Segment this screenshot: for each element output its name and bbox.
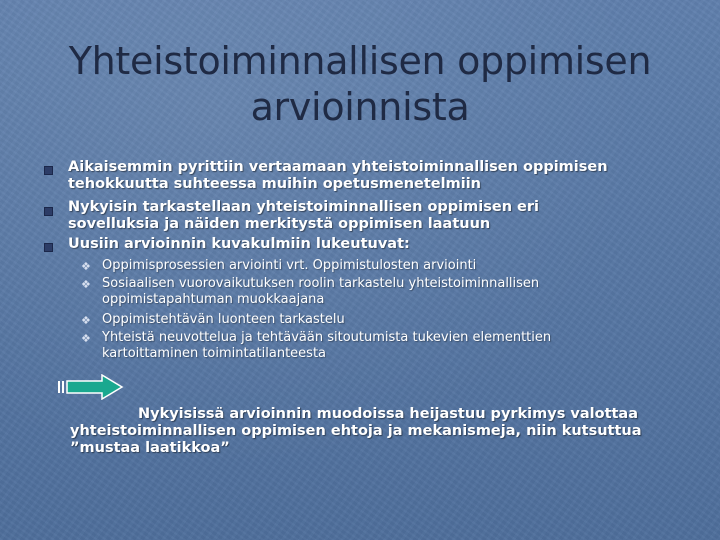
bullet-1 — [68, 159, 688, 193]
slide-title — [40, 38, 680, 130]
sub-bullet-3-line1: Oppimistehtävän luonteen tarkastelu — [102, 312, 345, 327]
square-bullet-icon — [44, 207, 53, 216]
sub-bullet-4-line2: kartoittaminen toimintatilanteesta — [102, 346, 327, 361]
bullet-1-line1: Aikaisemmin pyrittiin vertaamaan yhteistoiminnallisen oppimisen — [68, 159, 608, 175]
slide-title-line1: Yhteistoiminnallisen oppimisen — [68, 39, 652, 83]
bullet-1-line2: tehokkuutta suhteessa muihin opetusmenetelmiin — [68, 176, 481, 192]
sub-bullet-3 — [102, 312, 682, 328]
square-bullet-icon — [44, 166, 53, 175]
bullet-2-line2: sovelluksia ja näiden merkitystä oppimisen laatuun — [68, 216, 491, 232]
bullet-2 — [68, 199, 688, 233]
diamond-bullet-icon: ❖ — [81, 314, 91, 327]
sub-bullet-2-line1: Sosiaalisen vuorovaikutuksen roolin tarkastelu yhteistoiminnallisen — [102, 276, 540, 291]
bullet-2-line1: Nykyisin tarkastellaan yhteistoiminnallisen oppimisen eri — [68, 199, 540, 215]
sub-bullet-2 — [102, 276, 682, 308]
square-bullet-icon — [44, 243, 53, 252]
sub-bullet-4 — [102, 330, 682, 362]
diamond-bullet-icon: ❖ — [81, 260, 91, 273]
diamond-bullet-icon: ❖ — [81, 332, 91, 345]
sub-bullet-2-line2: oppimistapahtuman muokkaajana — [102, 292, 325, 307]
diamond-bullet-icon: ❖ — [81, 278, 91, 291]
sub-bullet-4-line1: Yhteistä neuvottelua ja tehtävään sitoutumista tukevien elementtien — [102, 330, 552, 345]
conclusion-text: Nykyisissä arvioinnin muodoissa heijastuu pyrkimys valottaa yhteistoiminnallisen oppimisen ehtoja ja mekanismeja, niin kutsuttua ”mustaa laatikkoa” — [70, 406, 642, 456]
bullet-3 — [68, 236, 688, 253]
sub-bullet-1 — [102, 258, 682, 274]
right-arrow-icon — [58, 374, 124, 400]
sub-bullet-1-line1: Oppimisprosessien arviointi vrt. Oppimistulosten arviointi — [102, 258, 477, 273]
bullet-3-line1: Uusiin arvioinnin kuvakulmiin lukeutuvat: — [68, 236, 410, 252]
slide-title-line2: arvioinnista — [250, 85, 470, 129]
